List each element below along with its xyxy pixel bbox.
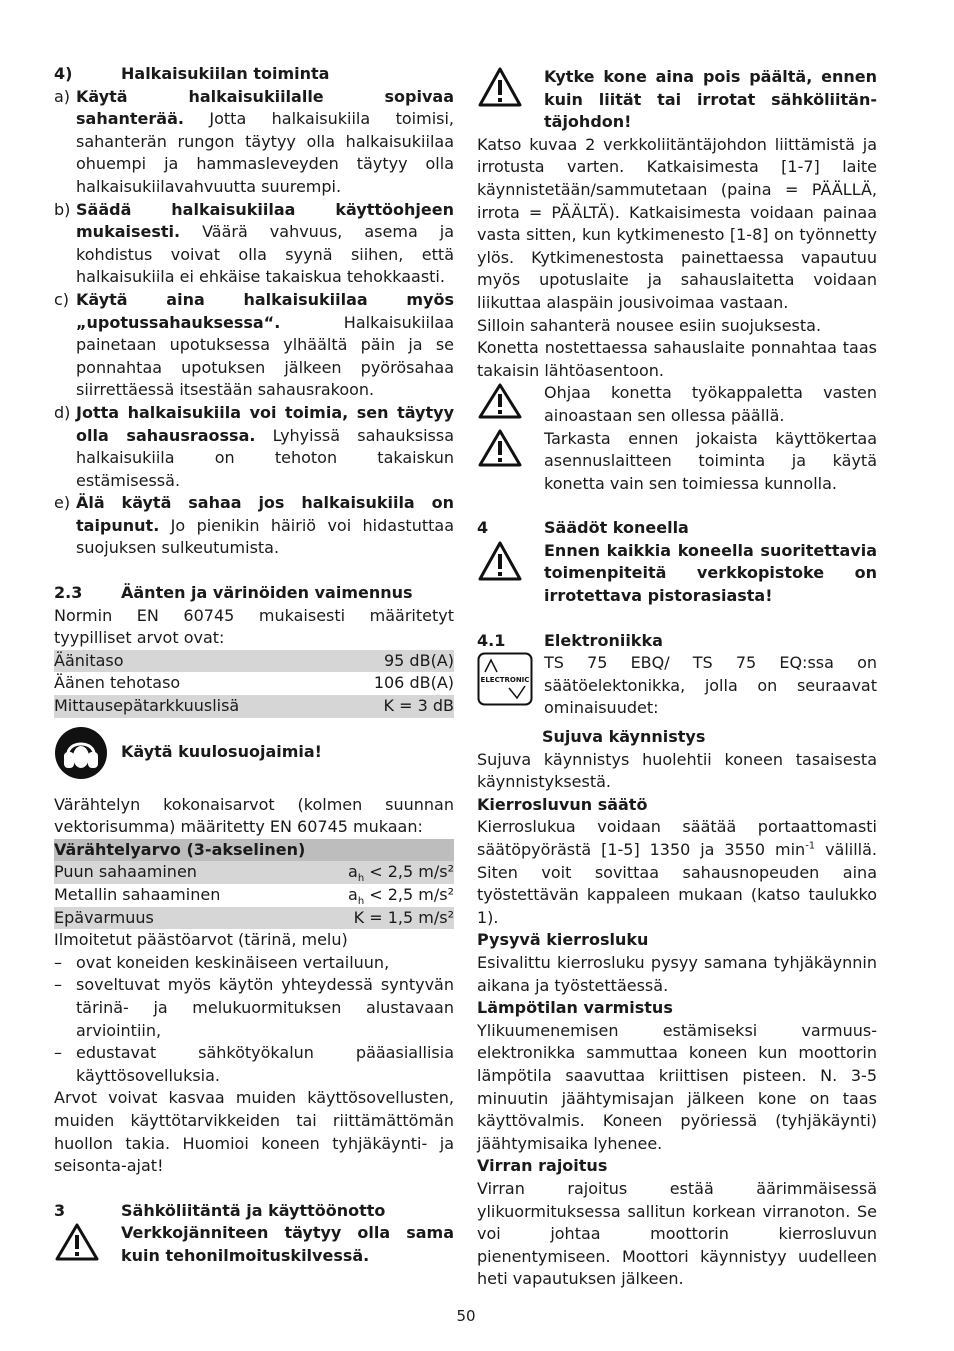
ear-protection-text: Käytä kuulosuojaimia!: [121, 742, 322, 762]
electronics-intro: TS 75 EBQ/ TS 75 EQ:ssa on säätöelektonikka, jolla on seuraavat ominaisuudet:: [544, 653, 877, 718]
list-item-body: Jo pienikin häiriö voi hidastuttaa suojuksen sulkeutumista.: [76, 515, 454, 558]
table-row: [54, 884, 454, 907]
header-label: Värähtelyarvo (3-akselinen): [54, 839, 306, 859]
list-item: [54, 402, 454, 492]
list-item-label: b): [54, 199, 71, 219]
speed-control-text: [477, 816, 877, 929]
speed-text-part: Kierroslukua voidaan säätää portaattomasti säätöpyörästä [1-5] 1350 ja 3550 min: [477, 817, 877, 859]
warning-icon: [477, 540, 544, 608]
value-subscript: h: [357, 873, 365, 885]
ear-protection-icon: [54, 726, 121, 780]
warning-text: Kytke kone aina pois päältä, ennen kuin liität tai irrotat sähköliitän-täjohdon!: [544, 67, 877, 132]
right-column: [477, 66, 877, 1291]
emission-intro: Ilmoitetut päästöarvot (tärinä, melu): [54, 930, 348, 950]
warning-icon: [477, 382, 544, 427]
list-item-text: soveltuvat myös käytön yhteydessä syntyvän tärinä- ja melukuormituksen alustavaan arviointiin,: [76, 975, 454, 1040]
warning-block: [477, 382, 877, 427]
electronic-icon: [477, 652, 544, 720]
table-row: [54, 672, 454, 695]
table-header: [54, 839, 454, 862]
section-title: Elektroniikka: [544, 630, 663, 650]
noise-intro: Normin EN 60745 mukaisesti määritetyt tyypilliset arvot ovat:: [54, 605, 454, 648]
section-heading: [54, 582, 454, 605]
warning-text: Tarkasta ennen jokaista käyttökertaa asennuslaitteen toiminta ja käytä konetta vain sen toimiessa kunnolla.: [544, 428, 877, 493]
temperature-text: Ylikuumenemisen estämiseksi varmuus-elektronikka sammuttaa koneen kun moottorin lämpötila saavuttaa kriittisen pisteen. N. 3-5 minuutin jäähtymisajan jälkeen kone on taas käyttövalmis. Koneen pyöriessä (tyhjäkäynti) jäähtymisaika lyhenee.: [477, 1020, 877, 1153]
warning-icon: [477, 66, 544, 134]
blade-paragraph: Silloin sahanterä nousee esiin suojuksesta.: [477, 315, 822, 335]
section-number: 3: [54, 1200, 66, 1220]
noise-table: [54, 650, 454, 718]
list-item-label: c): [54, 289, 70, 309]
riving-knife-list: [54, 86, 454, 560]
section-number: 2.3: [54, 583, 83, 603]
section-heading: [477, 517, 877, 540]
table-row: [54, 695, 454, 718]
row-label: Epävarmuus: [54, 907, 154, 927]
list-item-bold: Säädä halkaisukiilaa käyttöohjeen mukaisesti.: [76, 199, 454, 242]
table-row: [54, 650, 454, 673]
temperature-title: Lämpötilan varmistus: [477, 998, 673, 1018]
list-item-text: [76, 86, 454, 199]
lift-paragraph: Konetta nostettaessa sahauslaite ponnahtaa taas takaisin lähtöasentoon.: [477, 338, 877, 380]
soft-start-title: Sujuva käynnistys: [542, 727, 706, 747]
left-column: [54, 63, 454, 1268]
list-item: – soveltuvat myös käytön yhteydessä syntyvän tärinä- ja melukuormituksen alustavaan arviointiin,: [54, 974, 454, 1042]
electronic-block: [477, 652, 877, 720]
speed-unit-superscript: -1: [805, 840, 816, 852]
list-item-text: ovat koneiden keskinäiseen vertailuun,: [76, 952, 390, 972]
section-title: Äänten ja värinöiden vaimennus: [121, 583, 413, 603]
section-heading: [477, 630, 877, 653]
list-item: – ovat koneiden keskinäiseen vertailuun,: [54, 952, 454, 975]
list-item-label: e): [54, 493, 71, 513]
list-item-body: Lyhyissä sahauksissa halkaisukiila on tehoton takaiskun estämisessä.: [76, 425, 454, 490]
row-value: K = 3 dB: [383, 696, 454, 716]
list-item: [54, 199, 454, 289]
soft-start-text: Sujuva käynnistys huolehtii koneen tasaisesta käynnistyksestä.: [477, 749, 877, 792]
constant-speed-title: Pysyvä kierrosluku: [477, 930, 649, 950]
section-number: 4: [477, 518, 489, 538]
section-title: Sähköliitäntä ja käyttöönotto: [121, 1200, 386, 1220]
value-subscript: h: [357, 896, 365, 908]
page-number: 50: [456, 1307, 476, 1325]
list-item-bold: Käytä halkaisukiilalle sopivaa sahanterää.: [76, 86, 454, 129]
warning-text: Verkkojänniteen täytyy olla sama kuin tehonilmoituskilvessä.: [121, 1223, 454, 1265]
list-item-body: Halkaisukiilaa painetaan upotuksessa ylhäältä päin ja se ponnahtaa upotuksen jälkeen pyörösahaa siirrettäessä itsestään sahausrakoon.: [76, 312, 454, 400]
list-item-body: Väärä vahvuus, asema ja kohdistus voivat olla syynä siihen, että halkaisukiila ei ehkäise takaiskua tehokkaasti.: [76, 222, 454, 287]
value-text: < 2,5 m/s²: [364, 862, 454, 882]
warning-text: Ennen kaikkia koneella suoritettavia toimenpiteitä verkkopistoke on irrotettava pistorasiasta!: [544, 540, 877, 606]
ear-protection-notice: [54, 724, 454, 782]
section-number: 4.1: [477, 630, 506, 650]
section-title: Säädöt koneella: [544, 518, 689, 538]
list-item-text: edustavat sähkötyökalun pääasiallisia käyttösovelluksia.: [76, 1043, 454, 1085]
list-item-text: [76, 492, 454, 560]
warning-icon: [477, 428, 544, 496]
list-item: – edustavat sähkötyökalun pääasiallisia käyttösovelluksia.: [54, 1042, 454, 1087]
list-item: [54, 289, 454, 402]
row-label: Äänitaso: [54, 650, 124, 670]
row-label: Mittausepätarkkuuslisä: [54, 696, 240, 716]
section-title: Halkaisukiilan toiminta: [121, 64, 330, 83]
speed-text-part: välillä. Siten voit sovittaa sahausnopeuden aina työstettävän kappaleen mukaan (katso taulukko 1).: [477, 840, 878, 927]
emission-closing: Arvot voivat kasvaa muiden käyttösovellusten, muiden käyttötarvikkeiden tai riittämättömän huollon takia. Huomioi koneen tyhjäkäynti- ja seisonta-ajat!: [54, 1088, 454, 1176]
emission-list: [54, 952, 454, 1088]
list-item-text: [76, 289, 454, 402]
speed-control-title: Kierrosluvun säätö: [477, 794, 648, 814]
current-limit-text: Virran rajoitus estää äärimmäisessä ylikuormituksessa sallitun korkean virranoton. Se voi johtaa moottorin kierrosluvun pienentymiseen. Moottori käynnistyy uudelleen heti vapautuksen jälkeen.: [477, 1178, 877, 1289]
row-label: Metallin sahaaminen: [54, 885, 221, 904]
warning-block: [477, 540, 877, 608]
row-value: [348, 884, 454, 907]
value-text: < 2,5 m/s²: [364, 885, 454, 904]
list-item-bold: Käytä aina halkaisukiilaa myös „upotussahauksessa“.: [76, 289, 454, 332]
table-row: [54, 861, 454, 884]
warning-block: [477, 66, 877, 134]
list-item-body: Jotta halkaisukiila toimisi, sahanterän rungon täytyy olla halkaisukiilaa ohuempi ja hammasleveyden täytyy olla halkaisukiilavahvuutta suurempi.: [76, 109, 454, 196]
connection-paragraph: Katso kuvaa 2 verkkoliitäntäjohdon liittämistä ja irrotusta varten. Katkaisimesta [1-7] laite käynnistetään/sammutetaan (paina = PÄÄLLÄ, irrota = PÄÄLTÄ). Katkaisimesta voidaan painaa vasta sitten, kun kytkimenesto [1-8] on työnnetty ylös. Kytkimenestosta painettaessa vapautuu myös upotuslaite ja sahauslaitetta voidaan liikuttaa alaspäin jousivoimaa vastaan.: [477, 134, 877, 312]
section-number: 4): [54, 64, 73, 83]
list-item-text: [76, 402, 454, 492]
row-label: Äänen tehotaso: [54, 673, 181, 693]
list-item: [54, 492, 454, 560]
warning-block: [477, 428, 877, 496]
constant-speed-text: Esivalittu kierrosluku pysyy samana tyhjäkäynnin aikana ja työstettäessä.: [477, 952, 877, 995]
list-item-bold: Jotta halkaisukiila voi toimia, sen täytyy olla sahausraossa.: [76, 402, 454, 445]
row-value: 95 dB(A): [383, 650, 454, 670]
list-item-label: a): [54, 86, 71, 106]
vibration-intro: Värähtelyn kokonaisarvot (kolmen suunnan vektorisumma) määritetty EN 60745 mukaan:: [54, 794, 454, 837]
table-row: [54, 907, 454, 930]
list-item-text: [76, 199, 454, 289]
list-item-label: d): [54, 402, 71, 422]
row-value: 106 dB(A): [373, 673, 454, 693]
warning-text: Ohjaa konetta työkappaletta vasten ainoastaan sen ollessa päällä.: [544, 383, 877, 425]
current-limit-title: Virran rajoitus: [477, 1156, 608, 1176]
list-item-bold: Älä käytä sahaa jos halkaisukiila on taipunut.: [76, 493, 454, 535]
warning-icon: [54, 1222, 121, 1267]
electronic-icon-label: ELECTRONIC: [480, 676, 530, 685]
value-symbol: a: [348, 862, 358, 882]
list-item: [54, 86, 454, 199]
section-heading: [54, 1200, 454, 1223]
vibration-table: [54, 839, 454, 929]
row-label: Puun sahaaminen: [54, 862, 197, 882]
row-value: K = 1,5 m/s²: [353, 907, 454, 927]
section-heading: [54, 63, 454, 86]
warning-block: [54, 1222, 454, 1267]
row-value: [348, 861, 454, 884]
value-symbol: a: [348, 885, 358, 904]
